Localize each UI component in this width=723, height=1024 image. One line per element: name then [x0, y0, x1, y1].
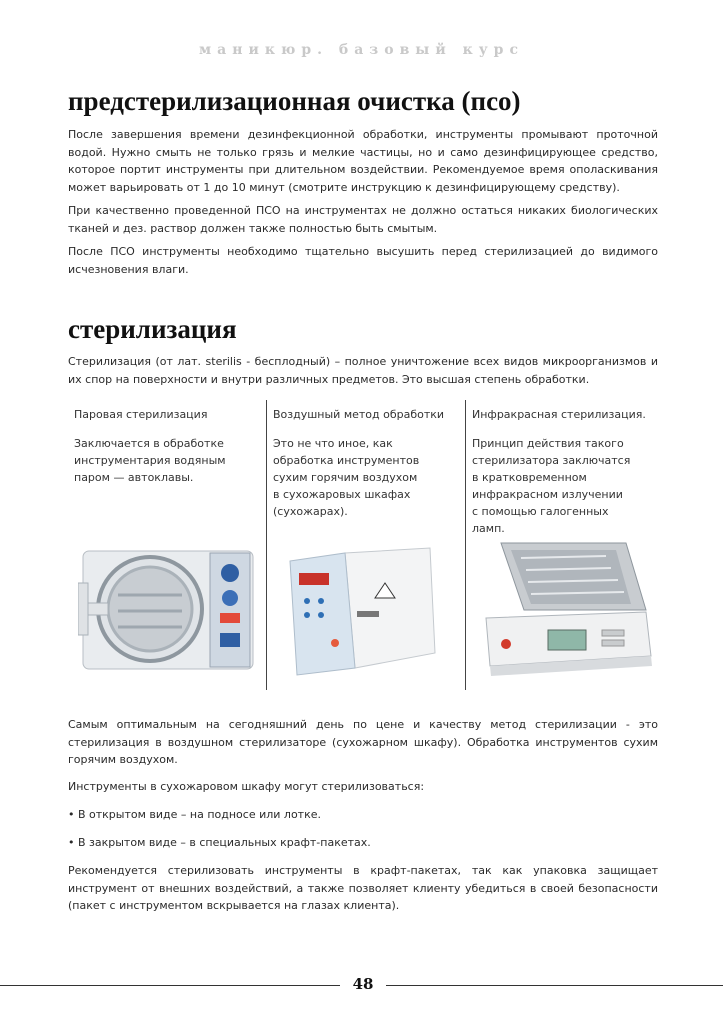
footer-rule-right — [386, 985, 723, 986]
method-column-steam — [68, 400, 266, 690]
method-title: Воздушный метод обработки — [273, 408, 445, 421]
method-title: Инфракрасная стерилизация. — [472, 408, 646, 421]
dry-cabinet-intro: Инструменты в сухожаровом шкафу могут стерилизоваться: — [68, 780, 425, 793]
section-title-pso: предстерилизационная очистка (псо) — [68, 86, 521, 116]
sterilization-methods-table — [68, 400, 664, 690]
method-column-dry-air — [266, 400, 465, 690]
pso-paragraph-1: После завершения времени дезинфекционной обработки, инструменты промывают проточной водой. Нужно смыть не только грязь и мелкие частицы, но и само дезинфицирующее средство, которое портит инструменты при длительном воздействии. Рекомендуемое время ополаскивания может варьировать от 1 до 10 минут (смотрите инструкцию к дезинфицирующему средству). — [68, 128, 658, 194]
recommendation-paragraph: Рекомендуется стерилизовать инструменты в крафт-пакетах, так как упаковка защищает инструмент от внешних воздействий, а также позволяет клиенту убедиться в своей безопасности (пакет с инструментом вскрывается на глазах клиента). — [68, 864, 658, 912]
running-header: маникюр. базовый курс — [199, 42, 524, 58]
conclusion-paragraph: Самым оптимальным на сегодняшний день по цене и качеству метод стерилизации - это стерилизация в воздушном стерилизаторе (сухожарном шкафу). Обработка инструментов сухим горячим воздухом. — [68, 718, 658, 766]
method-title: Паровая стерилизация — [74, 408, 208, 421]
bullet-closed: • В закрытом виде – в специальных крафт-пакетах. — [68, 836, 371, 849]
sterilization-intro: Стерилизация (от лат. sterilis - бесплодный) – полное уничтожение всех видов микроорганизмов и их спор на поверхности и внутри различных предметов. Это высшая степень обработки. — [68, 355, 658, 386]
pso-paragraph-3: После ПСО инструменты необходимо тщательно высушить перед стерилизацией до видимого исчезновения влаги. — [68, 245, 658, 276]
bullet-open: • В открытом виде – на подносе или лотке. — [68, 808, 321, 821]
section-title-sterilization: стерилизация — [68, 314, 237, 344]
method-column-infrared — [465, 400, 664, 690]
infrared-sterilizer-image — [476, 538, 656, 678]
autoclave-image — [78, 543, 256, 673]
method-description: Заключается в обработке инструментария водяным паром — автоклавы. — [74, 437, 226, 484]
footer-rule-left — [0, 985, 340, 986]
method-description: Принцип действия такого стерилизатора заключатся в кратковременном инфракрасном излучении с помощью галогенных ламп. — [472, 437, 631, 535]
method-description: Это не что иное, как обработка инструментов сухим горячим воздухом в сухожаровых шкафах (сухожарах). — [273, 437, 420, 518]
page-number: 48 — [352, 975, 374, 993]
dry-heat-cabinet-image — [285, 543, 445, 683]
pso-paragraph-2: При качественно проведенной ПСО на инструментах не должно остаться никаких биологических тканей и дез. раствор должен также полностью быть смытым. — [68, 204, 658, 235]
